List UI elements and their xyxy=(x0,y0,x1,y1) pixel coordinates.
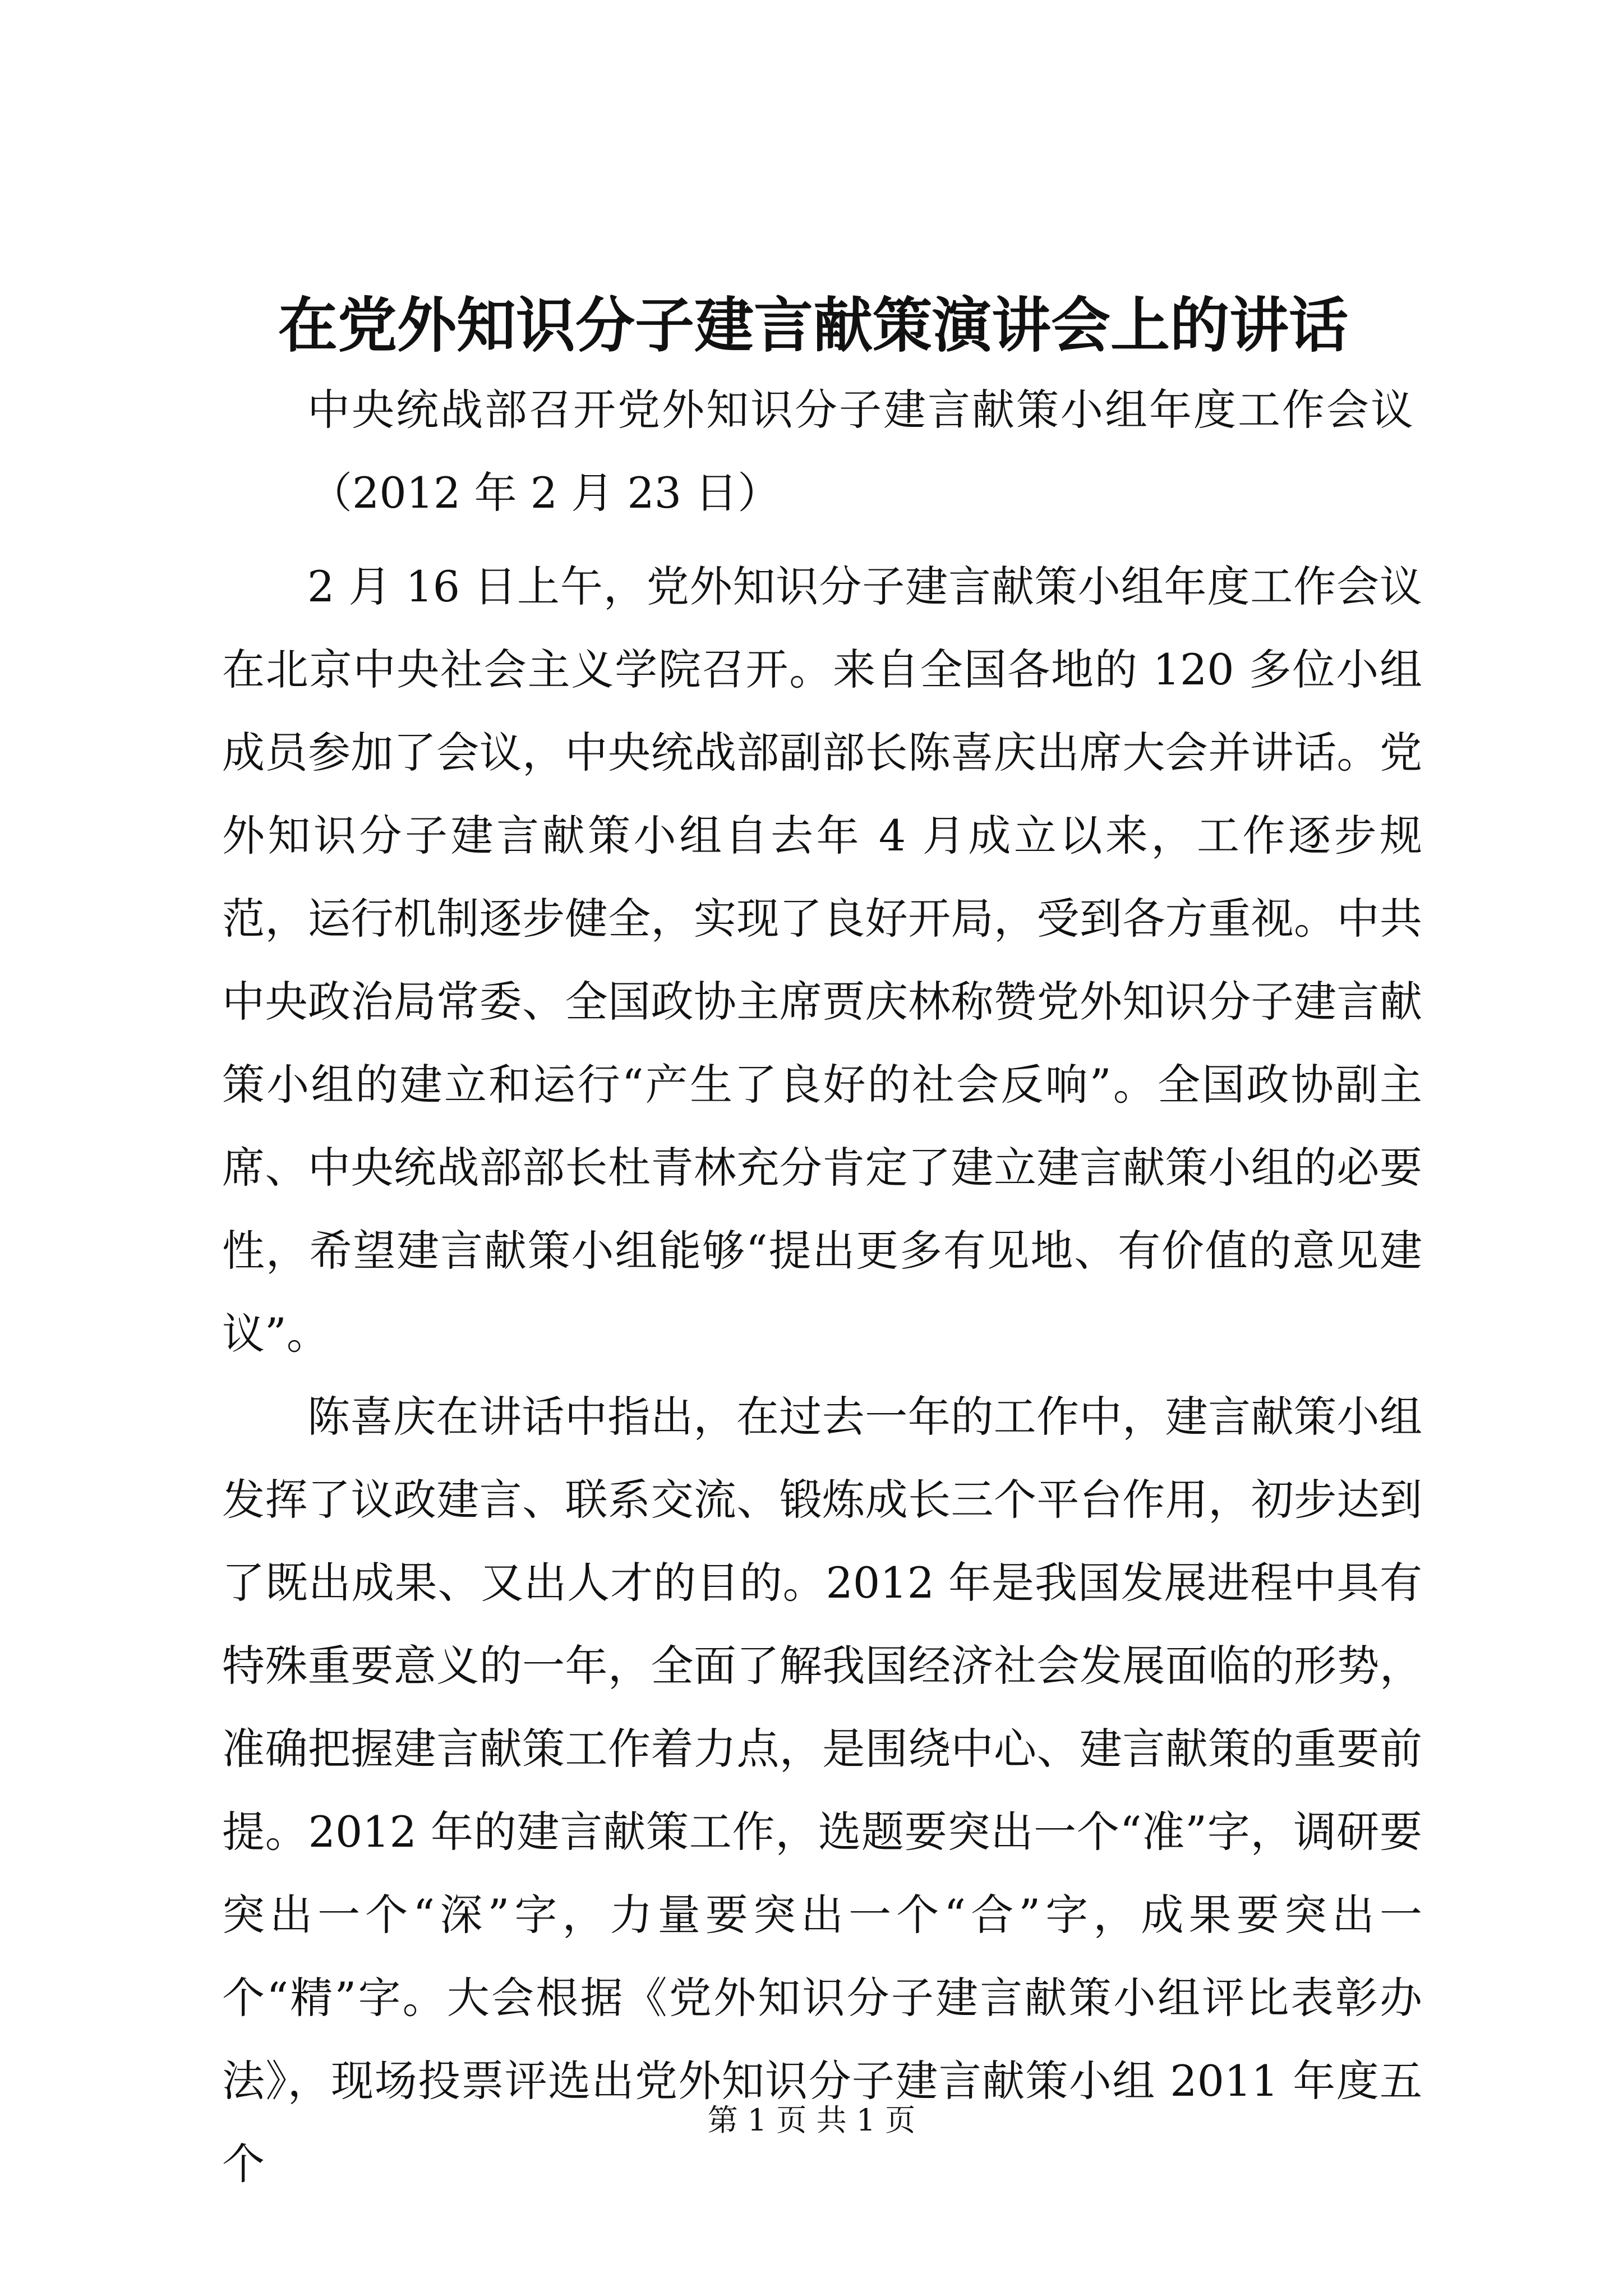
document-body xyxy=(222,545,1422,2206)
paragraph-2: 陈喜庆在讲话中指出，在过去一年的工作中，建言献策小组发挥了议政建言、联系交流、锻炼成长三个平台作用，初步达到了既出成果、又出人才的目的。2012 年是我国发展进程中具有特殊重要意义的一年，全面了解我国经济社会发展面临的形势，准确把握建言献策工作着力点，是围绕中心、建言献策的重要前提。2012 年的建言献策工作，选题要突出一个“准”字，调研要突出一个“深”字，力量要突出一个“合”字，成果要突出一个“精”字。大会根据《党外知识分子建言献策小组评比表彰办法》，现场投票评选出党外知识分子建言献策小组 2011 年度五个 xyxy=(222,1392,1422,2189)
document-subtitle: 中央统战部召开党外知识分子建言献策小组年度工作会议 xyxy=(307,385,1415,435)
document-title: 在党外知识分子建言献策演讲会上的讲话 xyxy=(278,290,1348,360)
paragraph-1: 2 月 16 日上午，党外知识分子建言献策小组年度工作会议在北京中央社会主义学院召开。来自全国各地的 120 多位小组成员参加了会议，中央统战部副部长陈喜庆出席大会并讲话。党外知识分子建言献策小组自去年 4 月成立以来，工作逐步规范，运行机制逐步健全，实现了良好开局，受到各方重视。中共中央政治局常委、全国政协主席贾庆林称赞党外知识分子建言献策小组的建立和运行“产生了良好的社会反响”。全国政协副主席、中央统战部部长杜青林充分肯定了建立建言献策小组的必要性，希望建言献策小组能够“提出更多有见地、有价值的意见建议”。 xyxy=(222,562,1422,1359)
document-date: （2012 年 2 月 23 日） xyxy=(310,468,781,518)
page-footer: 第 1 页 共 1 页 xyxy=(707,2102,916,2138)
